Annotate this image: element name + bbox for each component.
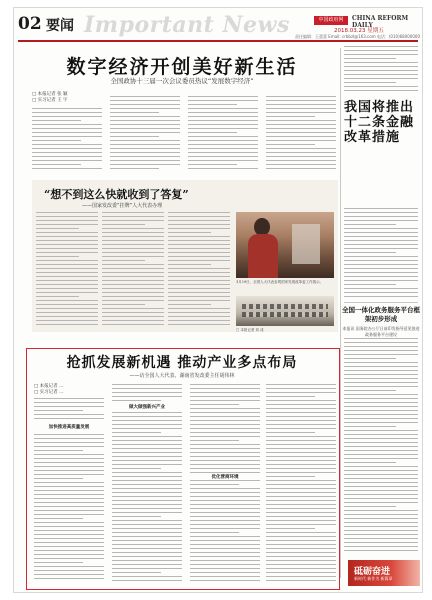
column-divider [340,48,341,578]
story3-column-2 [112,384,182,584]
right-story2-text [344,338,418,554]
story2-column-3 [168,212,230,328]
right-story2-sub: 本报讯 国务院办公厅日前印发指导意见推进政务服务平台建设 [342,326,420,337]
lead-column-3 [188,96,258,172]
story2-headline[interactable]: “想不到这么快就收到了答复” [44,188,189,201]
lead-headline[interactable]: 数字经济开创美好新生活 [66,56,298,78]
lead-byline [32,92,68,104]
story3-column-3 [190,384,260,584]
paper-name: CHINA REFORM DAILY [352,15,409,29]
issue-date: 2018.03.23 星期五 [334,28,384,34]
story2-photo[interactable] [236,212,334,278]
story3-byline-line: □ 本报记者 … [34,384,64,389]
editor-meta: 责任编辑：王蕾蕾 Email: crbbzl@163.com 电话：(010)68000000 [295,34,420,39]
lead-column-2 [110,96,180,172]
newspaper-page [14,8,422,592]
right-intro-text [344,46,418,96]
site-badge[interactable]: 中国政府网 [314,16,348,25]
story3-byline-line: □ 实习记者 … [34,390,64,395]
lead-byline-line: □ 本报记者 张 颖 [32,92,68,97]
story2-subheadline: ——国家发改委“挂牌”人大代表办理 [82,203,163,209]
english-section-title: Important News [84,12,290,38]
banner-subtitle: 新时代 新作为 新篇章 [354,576,393,581]
story3-column-1a [34,398,104,422]
story2-column-1 [36,212,98,328]
story3-subheadline: ——访全国人大代表、湖南省发改委主任胡伟林 [129,373,235,379]
story3-headline[interactable]: 抢抓发展新机遇 推动产业多点布局 [66,355,298,371]
story3-byline [34,384,64,396]
header-rule [18,40,418,42]
story2-photo-secondary[interactable] [236,296,334,326]
story2-column-2 [102,212,164,328]
right-story2-headline[interactable]: 全国一体化政务服务平台框架初步形成 [342,306,420,323]
right-divider [344,302,418,303]
lead-subheadline: 全国政协十三届一次会议委员热议“发展数字经济” [110,77,254,85]
lead-column-1 [32,108,102,172]
promo-banner[interactable] [348,560,420,586]
section-name: 要闻 [46,18,74,34]
lead-column-4 [266,96,336,172]
story2-photo-caption: 3月19日，全国人大代表参观国家发展改革委工作展示。 [236,280,324,284]
lead-byline-line: □ 实习记者 王 宇 [32,98,68,103]
story2-photo2-caption: □ 本报记者 刘 成 [236,328,264,332]
page-header [18,12,418,42]
story3-column-4 [266,384,336,584]
story3-sidehead: 做大做强新兴产业 [112,404,182,410]
page-number: 02 [18,14,42,34]
story3-sidehead: 加快推进高质量发展 [48,425,90,430]
banner-title: 砥砺奋进 [354,567,391,577]
right-body-text [344,208,418,300]
right-headline[interactable]: 我国将推出十二条金融改革措施 [344,100,415,145]
story3-sidehead: 优化营商环境 [190,474,260,480]
story3-column-1b [34,434,104,584]
